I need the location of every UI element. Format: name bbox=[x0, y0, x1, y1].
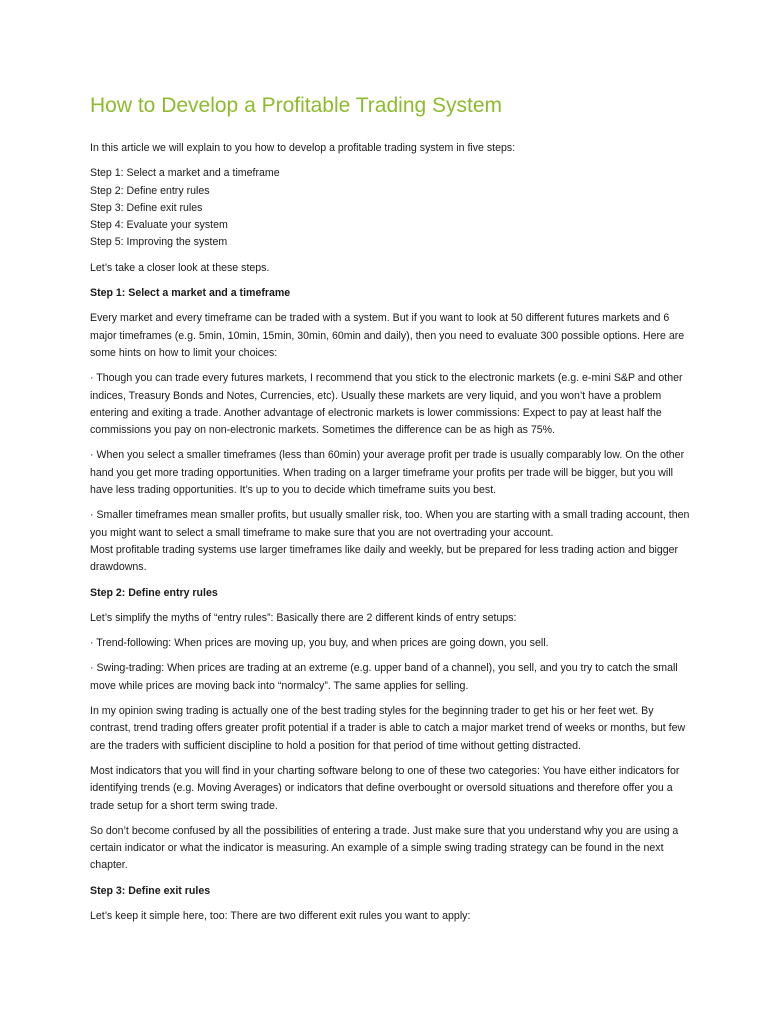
step2-paragraph: Let’s simplify the myths of “entry rules”: Basically there are 2 different kinds of entry setups: bbox=[90, 611, 517, 624]
list-item: Step 4: Evaluate your system bbox=[90, 219, 228, 232]
step1-paragraph: Every market and every timeframe can be traded with a system. But if you want to look at 50 different futures markets and 6 major timeframes (e.g. 5min, 10min, 15min, 30min, 60min and daily), then you need to evaluate 300 possible options. Here are some hints on how to limit your choices: bbox=[90, 312, 685, 359]
step2-opinion-paragraph: In my opinion swing trading is actually one of the best trading styles for the beginning trader to get his or her feet wet. By contrast, trend trading offers greater profit potential if a trader is able to catch a major market trend of weeks or months, but few are the traders with sufficient discipline to hold a position for that period of time without getting distracted. bbox=[90, 705, 686, 752]
article-title: How to Develop a Profitable Trading System bbox=[90, 94, 503, 117]
step1-larger-timeframes: Most profitable trading systems use larger timeframes like daily and weekly, but be prepared for less trading action and bigger drawdowns. bbox=[90, 543, 679, 574]
step2-confusion-paragraph: So don’t become confused by all the possibilities of entering a trade. Just make sure that you understand why you are using a certain indicator or what the indicator is measuring. An example of a simple swing trading strategy can be found in the next chapter. bbox=[90, 824, 679, 872]
list-item: Step 2: Define entry rules bbox=[90, 184, 210, 197]
list-item: Step 3: Define exit rules bbox=[90, 201, 203, 214]
intro-paragraph: In this article we will explain to you how to develop a profitable trading system in five steps: bbox=[90, 142, 516, 154]
steps-list bbox=[90, 165, 690, 251]
step1-bullet-timeframes: · When you select a smaller timeframes (less than 60min) your average profit per trade is usually comparably low. On the other hand you get more trading opportunities. When trading on a larger timeframe your profits per trade will be bigger, but you will have less trading opportunities. It’s up to you to decide which timeframe suits you best. bbox=[90, 449, 685, 497]
article-body bbox=[90, 92, 690, 933]
step2-heading: Step 2: Define entry rules bbox=[90, 586, 218, 599]
step2-bullet-trend: · Trend-following: When prices are moving up, you buy, and when prices are going down, you sell. bbox=[90, 637, 549, 650]
step1-heading: Step 1: Select a market and a timeframe bbox=[90, 287, 291, 300]
closer-look-paragraph: Let’s take a closer look at these steps. bbox=[90, 261, 270, 274]
step2-indicators-paragraph: Most indicators that you will find in your charting software belong to one of these two categories: You have either indicators for identifying trends (e.g. Moving Averages) or indicators that define overbought or oversold situations and therefore offer you a trade setup for a short term swing trade. bbox=[90, 764, 680, 812]
list-item: Step 1: Select a market and a timeframe bbox=[90, 167, 280, 180]
list-item: Step 5: Improving the system bbox=[90, 236, 228, 249]
step3-paragraph: Let’s keep it simple here, too: There are two different exit rules you want to apply: bbox=[90, 909, 471, 922]
step2-bullet-swing: · Swing-trading: When prices are trading at an extreme (e.g. upper band of a channel), you sell, and you try to catch the small move while prices are moving back into “normalcy”. The same applies for selling. bbox=[90, 662, 678, 692]
step3-heading: Step 3: Define exit rules bbox=[90, 884, 211, 897]
step1-bullet-markets: · Though you can trade every futures markets, I recommend that you stick to the electronic markets (e.g. e-mini S&P and other indices, Treasury Bonds and Notes, Currencies, etc). Usually these markets are very liquid, and you won’t have a problem entering and exiting a trade. Another advantage of electronic markets is lower commissions: Expect to pay at least half the commissions you pay on non-electronic markets. Sometimes the difference can be as high as 75%. bbox=[90, 372, 683, 437]
step1-bullet-risk: · Smaller timeframes mean smaller profits, but usually smaller risk, too. When you are starting with a small trading account, then you might want to select a small timeframe to make sure that you are not overtrading your account. bbox=[90, 509, 690, 539]
